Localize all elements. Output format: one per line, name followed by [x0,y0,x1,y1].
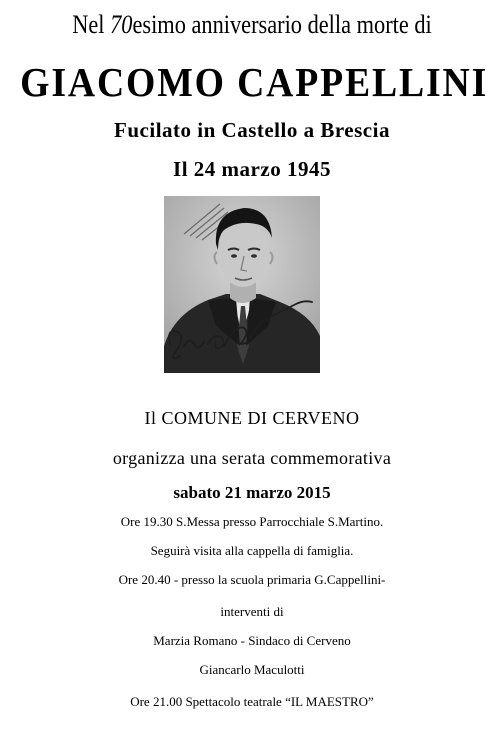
event-date: sabato 21 marzo 2015 [173,483,331,502]
organizer-line: Il COMUNE DI CERVENO [144,408,360,428]
program-item: Ore 21.00 Spettacolo teatrale “IL MAESTRO” [130,694,374,709]
program-item: interventi di [220,604,284,619]
program-item: Ore 20.40 - presso la scuola primaria G.Cappellini- [118,572,386,587]
portrait-photo [164,196,320,373]
event-description: organizza una serata commemorativa [112,448,392,468]
program-item: Seguirà visita alla cappella di famiglia. [150,543,354,558]
headline-prefix: Nel [72,10,111,39]
headline [35,10,468,40]
person-name: GIACOMO CAPPELLINI [20,59,489,105]
subtitle-execution-date: Il 24 marzo 1945 [173,157,331,181]
program-item: Marzia Romano - Sindaco di Cerveno [153,633,351,648]
subtitle-execution-place: Fucilato in Castello a Brescia [114,118,390,142]
headline-suffix: esimo anniversario della morte di [132,10,432,39]
program-item: Ore 19.30 S.Messa presso Parrocchiale S.Martino. [120,514,384,529]
program-item: Giancarlo Maculotti [199,662,305,677]
headline-number: 70 [110,10,133,39]
